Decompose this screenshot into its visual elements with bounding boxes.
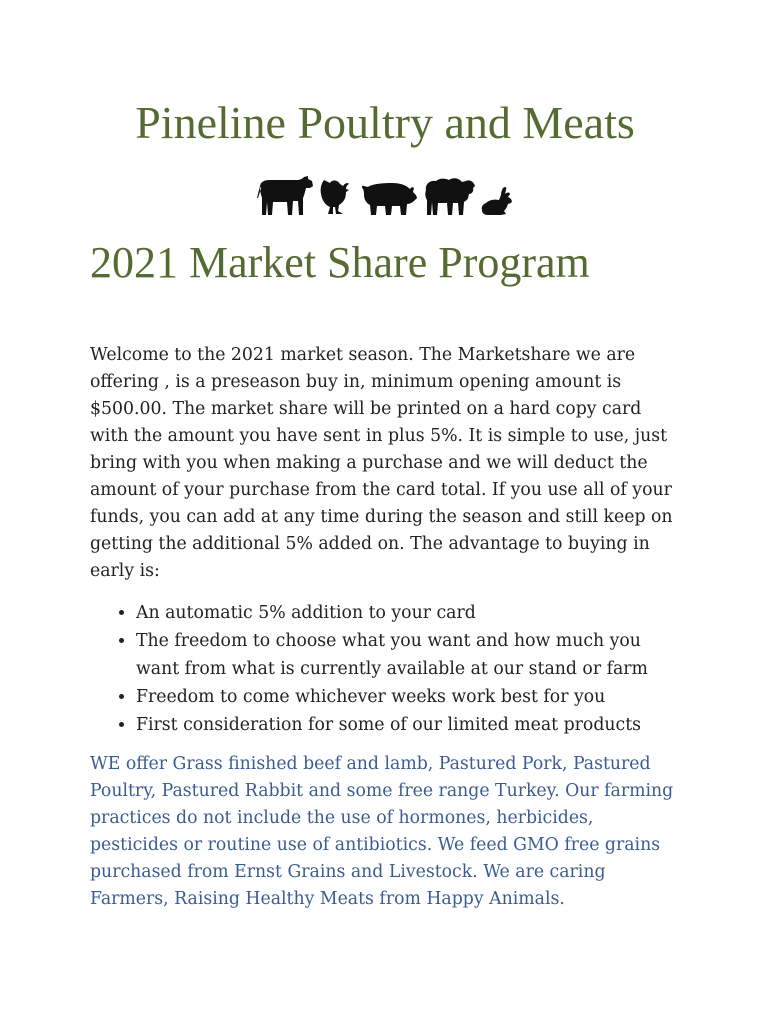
page-title: Pineline Poultry and Meats <box>135 97 635 148</box>
benefits-list <box>90 599 680 739</box>
animal-icons <box>90 172 680 216</box>
offer-paragraph: WE offer Grass finished beef and lamb, Pastured Pork, Pastured Poultry, Pastured Rabbit and some free range Turkey. Our farming practices do not include the use of hormones, herbicides, pesticides or routine use of antibiotics. We feed GMO free grains purchased from Ernst Grains and Livestock. We are caring Farmers, Raising Healthy Meats from Happy Animals. <box>90 754 674 909</box>
intro-paragraph: Welcome to the 2021 market season. The Marketshare we are offering , is a preseason buy in, minimum opening amount is $500.00. The market share will be printed on a hard copy card with the amount you have sent in plus 5%. It is simple to use, just bring with you when making a purchase and we will deduct the amount of your purchase from the card total. If you use all of your funds, you can add at any time during the season and still keep on getting the additional 5% added on. The advantage to buying in early is: <box>90 345 673 581</box>
sheep-icon <box>422 174 476 216</box>
rabbit-icon <box>480 186 514 216</box>
cow-icon <box>256 174 314 216</box>
pig-icon <box>360 180 418 216</box>
chicken-icon <box>318 174 356 216</box>
list-item: • First consideration for some of our limited meat products <box>136 711 680 739</box>
list-item: • An automatic 5% addition to your card <box>136 599 680 627</box>
list-item: • Freedom to come whichever weeks work best for you <box>136 683 680 711</box>
list-item: • The freedom to choose what you want and how much you want from what is currently available at our stand or farm <box>136 627 680 683</box>
program-heading: 2021 Market Share Program <box>90 238 590 287</box>
